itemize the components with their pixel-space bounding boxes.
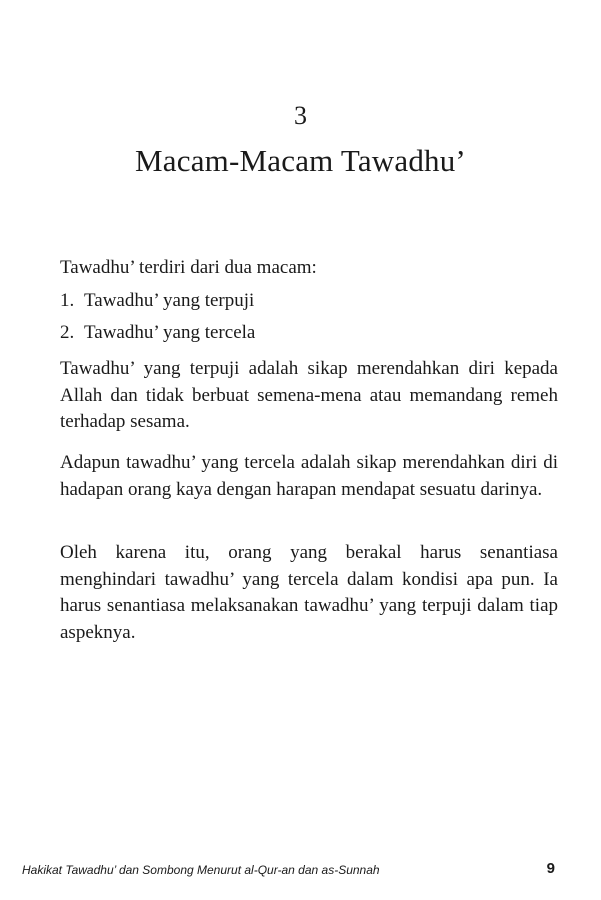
paragraph-3: Oleh karena itu, orang yang berakal harus senantiasa menghindari tawadhu’ yang tercela dalam kondisi apa pun. Ia harus senantiasa melaksanakan tawadhu’ yang terpuji dalam tiap aspeknya.: [60, 542, 558, 643]
list-item: [60, 320, 558, 347]
intro-sentence: Tawadhu’ terdiri dari dua macam:: [60, 257, 317, 278]
paragraph-2: Adapun tawadhu’ yang tercela adalah sikap merendahkan diri di hadapan orang kaya dengan harapan mendapat sesuatu darinya.: [60, 452, 558, 500]
running-footer-title: Hakikat Tawadhu’ dan Sombong Menurut al-Qur-an dan as-Sunnah: [22, 863, 380, 877]
list-text: Tawadhu’ yang terpuji: [84, 290, 255, 311]
list-text: Tawadhu’ yang tercela: [84, 322, 256, 343]
list-number: 1.: [60, 290, 75, 311]
list-item: [60, 288, 558, 315]
list-number: 2.: [60, 322, 75, 343]
paragraph-1: Tawadhu’ yang terpuji adalah sikap merendahkan diri kepada Allah dan tidak berbuat semena-mena atau memandang remeh terhadap sesama.: [60, 358, 558, 432]
chapter-number: 3: [294, 101, 307, 130]
page-number: 9: [546, 860, 555, 877]
chapter-title: Macam-Macam Tawadhu’: [135, 143, 466, 178]
